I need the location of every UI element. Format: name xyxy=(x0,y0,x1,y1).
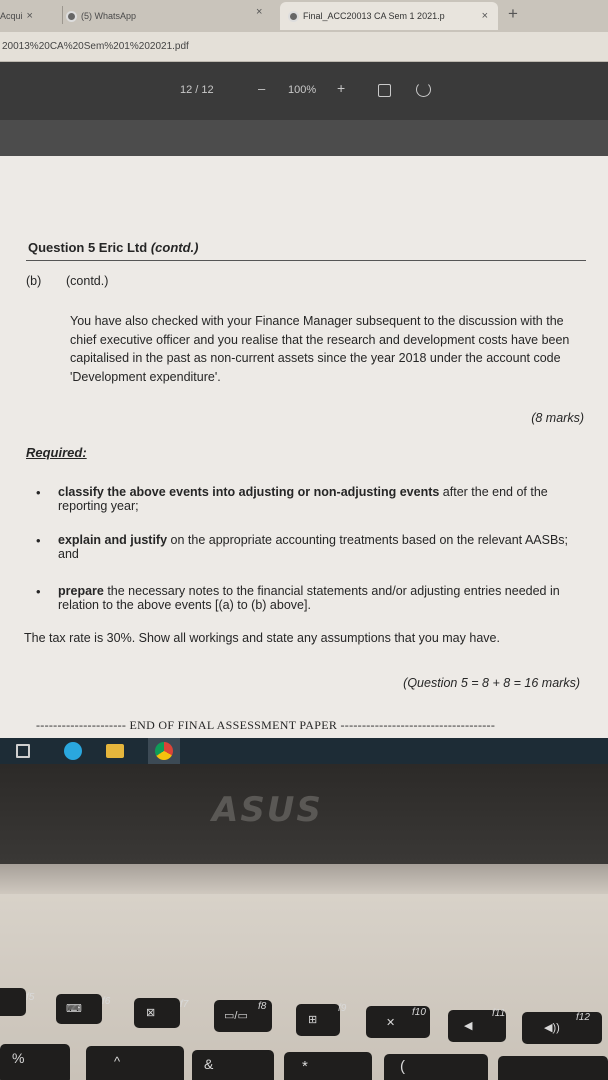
close-icon[interactable]: × xyxy=(26,10,33,22)
bullet-rest: the necessary notes to the financial statements and/or adjusting entries needed in relation to the above events [(a) to (b) above]. xyxy=(58,584,560,612)
key xyxy=(384,1054,488,1080)
key xyxy=(0,988,26,1016)
touchpad-off-icon: ⊠ xyxy=(146,1007,156,1019)
fkey-label: f9 xyxy=(338,1003,347,1014)
bullet-bold: prepare xyxy=(58,584,104,598)
key xyxy=(284,1052,372,1080)
fkey-label: f11 xyxy=(492,1008,506,1019)
key-label: % xyxy=(12,1050,25,1066)
title-rule xyxy=(26,260,586,261)
tab-label: (5) WhatsApp xyxy=(81,11,137,21)
key xyxy=(0,1044,70,1080)
fkey-label: f10 xyxy=(412,1007,426,1018)
rotate-icon[interactable] xyxy=(416,82,431,97)
file-explorer-icon[interactable] xyxy=(106,744,124,758)
chrome-favicon-icon xyxy=(288,11,299,22)
chrome-logo-icon xyxy=(155,742,173,760)
tab-acqui[interactable] xyxy=(0,4,33,28)
page-indicator[interactable]: 12 / 12 xyxy=(180,84,214,96)
tab-label: Final_ACC20013 CA Sem 1 2021.p xyxy=(303,11,445,21)
key xyxy=(134,998,180,1028)
pdf-viewer-background xyxy=(0,120,608,156)
key-label: * xyxy=(302,1058,308,1075)
airplane-mode-icon: ⊞ xyxy=(308,1014,318,1026)
end-of-paper-text: END OF FINAL ASSESSMENT PAPER xyxy=(129,718,338,732)
body-paragraph: You have also checked with your Finance Manager subsequent to the discussion with the chief executive officer and you realise that the research and development costs have been capitalised in the past as non-current assets since the year 2018 under the account code 'Development expenditure'. xyxy=(70,314,570,384)
whatsapp-favicon-icon xyxy=(66,11,77,22)
question-total: (Question 5 = 8 + 8 = 16 marks) xyxy=(403,676,580,690)
bullet-bold: classify the above events into adjusting or non-adjusting events xyxy=(58,485,440,499)
browser-tab-bar xyxy=(0,0,608,32)
zoom-level[interactable]: 100% xyxy=(288,84,317,96)
key xyxy=(86,1046,184,1080)
tax-note: The tax rate is 30%. Show all workings and state any assumptions that you may have. xyxy=(24,631,500,645)
volume-down-icon: ◀ xyxy=(464,1020,473,1032)
list-item xyxy=(58,485,586,513)
bullet-dot: • xyxy=(36,485,41,500)
question-title xyxy=(28,240,198,255)
chrome-icon[interactable] xyxy=(148,738,180,764)
question-title-suffix: (contd.) xyxy=(150,240,199,255)
end-dashes-right: ------------------------------------ xyxy=(337,718,496,732)
fkey-label: f5 xyxy=(26,992,35,1003)
bullet-dot: • xyxy=(36,533,41,548)
list-item xyxy=(58,584,586,612)
bullet-dot: • xyxy=(36,584,41,599)
tab-label: Acqui xyxy=(0,11,23,21)
fkey-label: f8 xyxy=(258,1001,267,1012)
zoom-in-button[interactable]: + xyxy=(337,80,346,96)
part-contd: (contd.) xyxy=(66,274,109,288)
edge-icon[interactable] xyxy=(64,742,82,760)
tab-final-acc[interactable] xyxy=(280,2,498,30)
document-content xyxy=(0,156,608,738)
fit-page-icon[interactable] xyxy=(378,84,391,97)
key xyxy=(522,1012,602,1044)
task-view-icon[interactable] xyxy=(16,744,30,758)
display-switch-icon: ▭/▭ xyxy=(224,1010,248,1022)
key xyxy=(498,1056,608,1080)
marks-label: (8 marks) xyxy=(531,411,584,425)
new-tab-button[interactable]: + xyxy=(508,4,518,23)
part-label: (b) xyxy=(26,274,42,288)
key-label: ^ xyxy=(114,1054,121,1069)
tab-whatsapp[interactable] xyxy=(66,4,136,28)
key xyxy=(296,1004,340,1036)
list-item xyxy=(58,533,586,561)
key xyxy=(56,994,102,1024)
fkey-label: f7 xyxy=(180,999,189,1010)
bullet-rest: on the appropriate accounting treatments based on the relevant AASBs; and xyxy=(58,533,569,561)
keyboard-backlight-icon: ⌨ xyxy=(66,1003,82,1015)
question-title-text: Question 5 Eric Ltd xyxy=(28,240,148,255)
windows-taskbar xyxy=(0,738,608,764)
tab-separator xyxy=(62,6,63,24)
fkey-label: f6 xyxy=(102,996,111,1007)
pdf-page xyxy=(0,156,608,738)
key xyxy=(192,1050,274,1080)
url-text[interactable]: 20013%20CA%20Sem%201%202021.pdf xyxy=(2,41,189,52)
key-label: & xyxy=(204,1056,214,1072)
close-icon[interactable]: × xyxy=(256,6,263,18)
fkey-label: f12 xyxy=(576,1012,590,1023)
end-of-paper-line xyxy=(36,718,584,733)
pdf-toolbar xyxy=(0,62,608,120)
bullet-bold: explain and justify xyxy=(58,533,168,547)
zoom-out-button[interactable]: – xyxy=(258,81,266,96)
key-label: ( xyxy=(400,1058,405,1075)
asus-logo: ASUS xyxy=(212,790,323,830)
mute-icon: ✕ xyxy=(386,1017,396,1029)
required-heading: Required: xyxy=(26,445,87,460)
bullet-rest: after the end of the reporting year; xyxy=(58,485,548,513)
close-icon[interactable]: × xyxy=(481,10,488,22)
laptop-hinge xyxy=(0,864,608,894)
volume-up-icon: ◀)) xyxy=(544,1022,560,1034)
address-bar[interactable] xyxy=(0,32,608,62)
end-dashes-left: --------------------- xyxy=(36,718,130,732)
